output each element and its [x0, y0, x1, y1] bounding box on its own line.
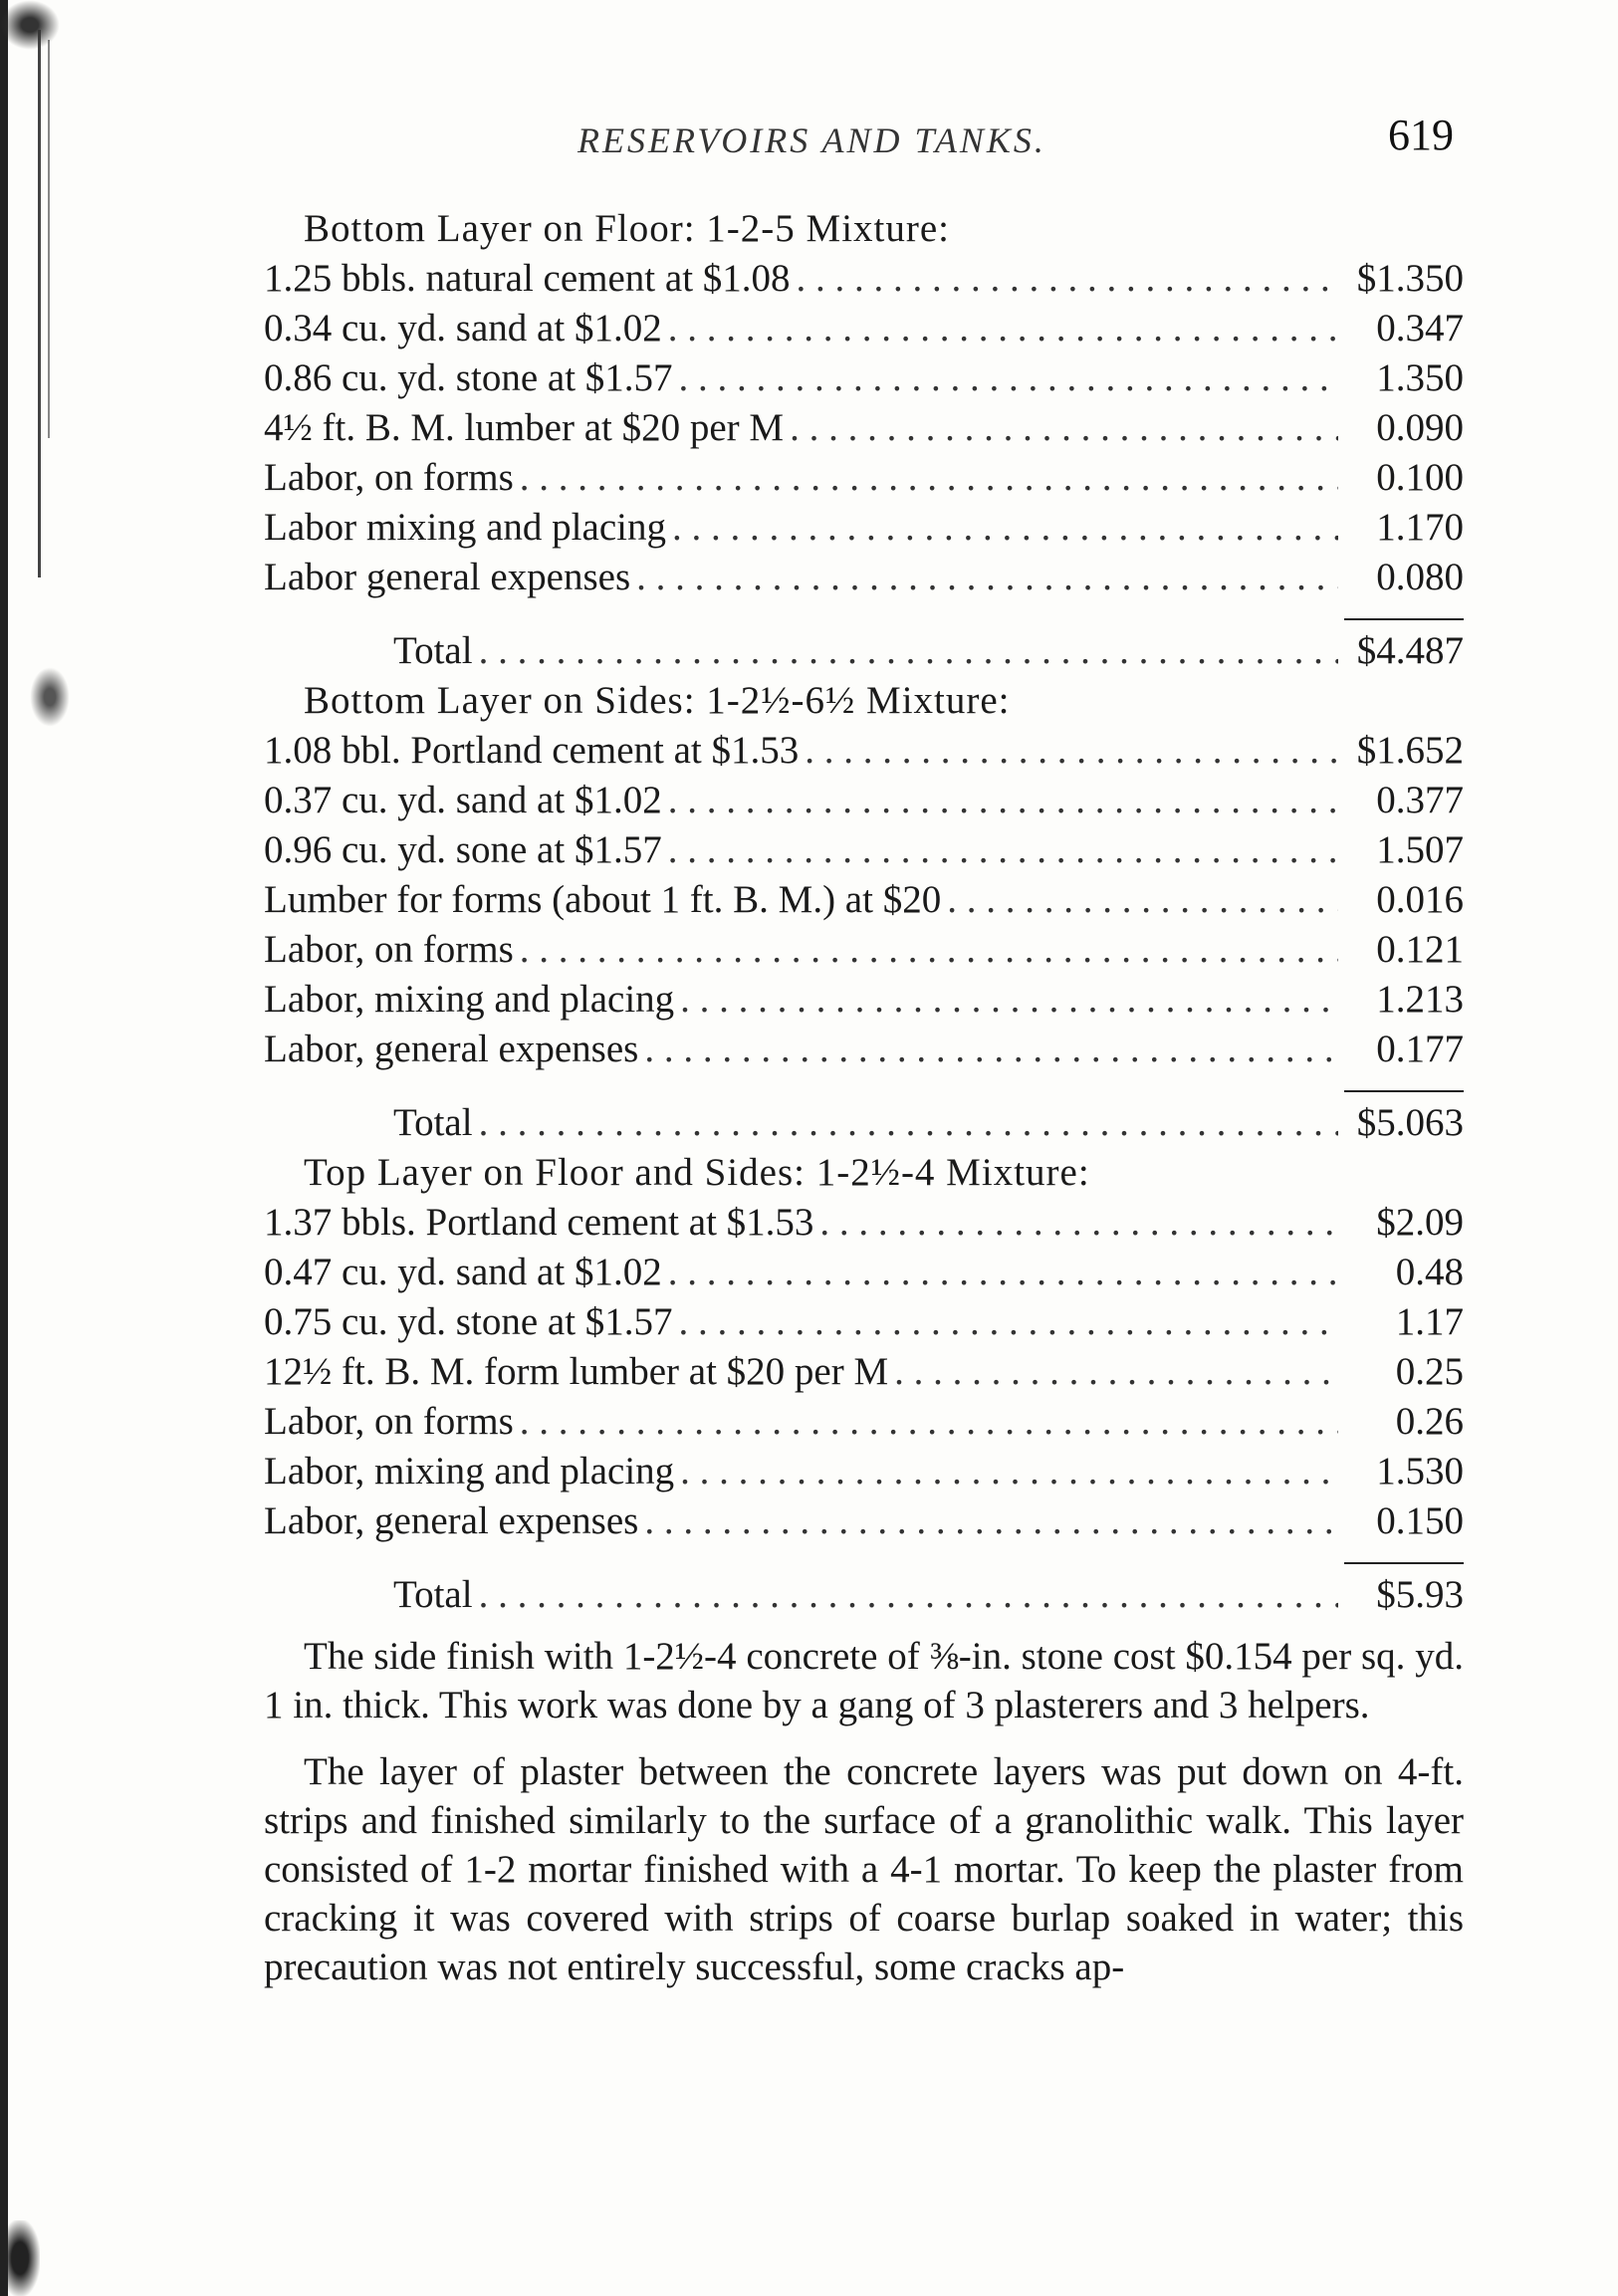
dot-leader	[520, 1397, 1338, 1447]
total-amount: $4.487	[1356, 629, 1464, 672]
cost-row	[264, 503, 1464, 553]
cost-row	[264, 776, 1464, 825]
sum-rule-row	[264, 1074, 1464, 1098]
dot-leader	[520, 453, 1338, 503]
dot-leader	[644, 1025, 1338, 1074]
scan-edge	[0, 0, 60, 2296]
item-description: 1.25 bbls. natural cement at $1.08	[264, 257, 791, 300]
item-description: Labor mixing and placing	[264, 506, 666, 549]
item-amount: 0.090	[1376, 406, 1464, 449]
section-heading: Bottom Layer on Floor: 1-2-5 Mixture:	[304, 207, 951, 250]
running-head: RESERVOIRS AND TANKS.	[578, 120, 1046, 160]
page-content	[264, 204, 1464, 1991]
item-description: Labor, general expenses	[264, 1499, 639, 1542]
item-amount: $2.09	[1376, 1201, 1464, 1244]
total-row	[264, 1098, 1464, 1148]
cost-row	[264, 353, 1464, 403]
sum-rule	[1344, 1562, 1464, 1564]
sum-rule-row	[264, 1546, 1464, 1570]
dot-leader	[805, 726, 1338, 776]
item-description: Labor, on forms	[264, 928, 514, 971]
item-description: 1.37 bbls. Portland cement at $1.53	[264, 1201, 814, 1244]
dot-leader	[636, 553, 1338, 602]
item-amount: 0.080	[1376, 556, 1464, 598]
cost-row	[264, 825, 1464, 875]
cost-row	[264, 1248, 1464, 1297]
item-description: Labor, general expenses	[264, 1028, 639, 1070]
item-description: Labor, mixing and placing	[264, 1450, 675, 1492]
dot-leader	[790, 403, 1338, 453]
body-paragraph: The side finish with 1-2½-4 concrete of ⅜-in. stone cost $0.154 per sq. yd. 1 in. thick. This work was done by a gang of 3 plasterers and 3 helpers.	[264, 1635, 1464, 1726]
dot-leader	[680, 975, 1338, 1025]
item-description: Labor, on forms	[264, 1400, 514, 1443]
cost-section	[264, 676, 1464, 1148]
cost-row	[264, 553, 1464, 602]
item-description: Labor general expenses	[264, 556, 631, 598]
cost-row	[264, 1496, 1464, 1546]
dot-leader	[479, 1098, 1338, 1148]
cost-row	[264, 875, 1464, 925]
dot-leader	[819, 1198, 1338, 1248]
cost-section	[264, 204, 1464, 676]
dot-leader	[947, 875, 1338, 925]
dot-leader	[668, 825, 1338, 875]
item-amount: 0.26	[1395, 1400, 1464, 1443]
item-amount: 1.213	[1376, 978, 1464, 1021]
cost-row	[264, 403, 1464, 453]
item-amount: 0.121	[1376, 928, 1464, 971]
sum-rule	[1344, 618, 1464, 620]
item-description: 0.37 cu. yd. sand at $1.02	[264, 779, 662, 821]
item-amount: 1.17	[1395, 1300, 1464, 1343]
item-amount: 0.25	[1395, 1350, 1464, 1393]
item-amount: 1.530	[1376, 1450, 1464, 1492]
dot-leader	[679, 1297, 1338, 1347]
dot-leader	[672, 503, 1338, 553]
item-amount: 0.347	[1376, 307, 1464, 349]
total-amount: $5.063	[1356, 1101, 1464, 1144]
cost-row	[264, 925, 1464, 975]
item-description: 0.75 cu. yd. stone at $1.57	[264, 1300, 673, 1343]
cost-row	[264, 1447, 1464, 1496]
sum-rule-row	[264, 602, 1464, 626]
total-amount: $5.93	[1376, 1573, 1464, 1616]
cost-row	[264, 254, 1464, 304]
dot-leader	[680, 1447, 1338, 1496]
item-description: 0.96 cu. yd. sone at $1.57	[264, 828, 662, 871]
item-description: 12½ ft. B. M. form lumber at $20 per M	[264, 1350, 889, 1393]
page-number: 619	[1388, 111, 1454, 159]
dot-leader	[668, 776, 1338, 825]
cost-row	[264, 1198, 1464, 1248]
sum-rule	[1344, 1090, 1464, 1092]
dot-leader	[668, 304, 1338, 353]
cost-row	[264, 975, 1464, 1025]
cost-row	[264, 1025, 1464, 1074]
cost-row	[264, 1297, 1464, 1347]
item-amount: 0.377	[1376, 779, 1464, 821]
item-amount: $1.350	[1356, 257, 1464, 300]
dot-leader	[668, 1248, 1338, 1297]
dot-leader	[520, 925, 1338, 975]
item-amount: 1.350	[1376, 356, 1464, 399]
body-paragraph: The layer of plaster between the concrete layers was put down on 4-ft. strips and finished similarly to the surface of a granolithic walk. This layer consisted of 1-2 mortar finished with a 4-1 mortar. To keep the plaster from cracking it was covered with strips of coarse burlap soaked in water; this precaution was not entirely successful, some cracks ap-	[264, 1750, 1464, 1988]
cost-section	[264, 1148, 1464, 1620]
item-amount: 0.100	[1376, 456, 1464, 499]
cost-row	[264, 453, 1464, 503]
scan-blot	[30, 667, 70, 727]
total-row	[264, 626, 1464, 676]
cost-row	[264, 304, 1464, 353]
total-label: Total	[393, 629, 473, 672]
item-description: Lumber for forms (about 1 ft. B. M.) at $20	[264, 878, 942, 921]
item-amount: 0.016	[1376, 878, 1464, 921]
item-description: 0.47 cu. yd. sand at $1.02	[264, 1251, 662, 1293]
cost-row	[264, 1397, 1464, 1447]
cost-row	[264, 1347, 1464, 1397]
cost-row	[264, 726, 1464, 776]
scan-blot	[0, 2220, 40, 2296]
scan-blot	[0, 0, 60, 50]
scan-line	[48, 40, 50, 438]
item-description: 4½ ft. B. M. lumber at $20 per M	[264, 406, 785, 449]
total-label: Total	[393, 1573, 473, 1616]
binding-shadow	[0, 0, 8, 2296]
item-description: 0.86 cu. yd. stone at $1.57	[264, 356, 673, 399]
item-description: 0.34 cu. yd. sand at $1.02	[264, 307, 662, 349]
total-row	[264, 1570, 1464, 1620]
dot-leader	[679, 353, 1338, 403]
item-amount: 0.150	[1376, 1499, 1464, 1542]
page-header	[578, 110, 1454, 169]
dot-leader	[479, 626, 1338, 676]
item-amount: 1.170	[1376, 506, 1464, 549]
item-amount: 0.48	[1395, 1251, 1464, 1293]
item-description: Labor, on forms	[264, 456, 514, 499]
section-heading: Top Layer on Floor and Sides: 1-2½-4 Mixture:	[304, 1151, 1090, 1194]
item-amount: $1.652	[1356, 729, 1464, 772]
dot-leader	[479, 1570, 1338, 1620]
item-amount: 0.177	[1376, 1028, 1464, 1070]
scan-line	[38, 30, 41, 577]
section-heading: Bottom Layer on Sides: 1-2½-6½ Mixture:	[304, 679, 1011, 722]
item-amount: 1.507	[1376, 828, 1464, 871]
item-description: Labor, mixing and placing	[264, 978, 675, 1021]
total-label: Total	[393, 1101, 473, 1144]
dot-leader	[894, 1347, 1338, 1397]
dot-leader	[797, 254, 1338, 304]
item-description: 1.08 bbl. Portland cement at $1.53	[264, 729, 800, 772]
dot-leader	[644, 1496, 1338, 1546]
